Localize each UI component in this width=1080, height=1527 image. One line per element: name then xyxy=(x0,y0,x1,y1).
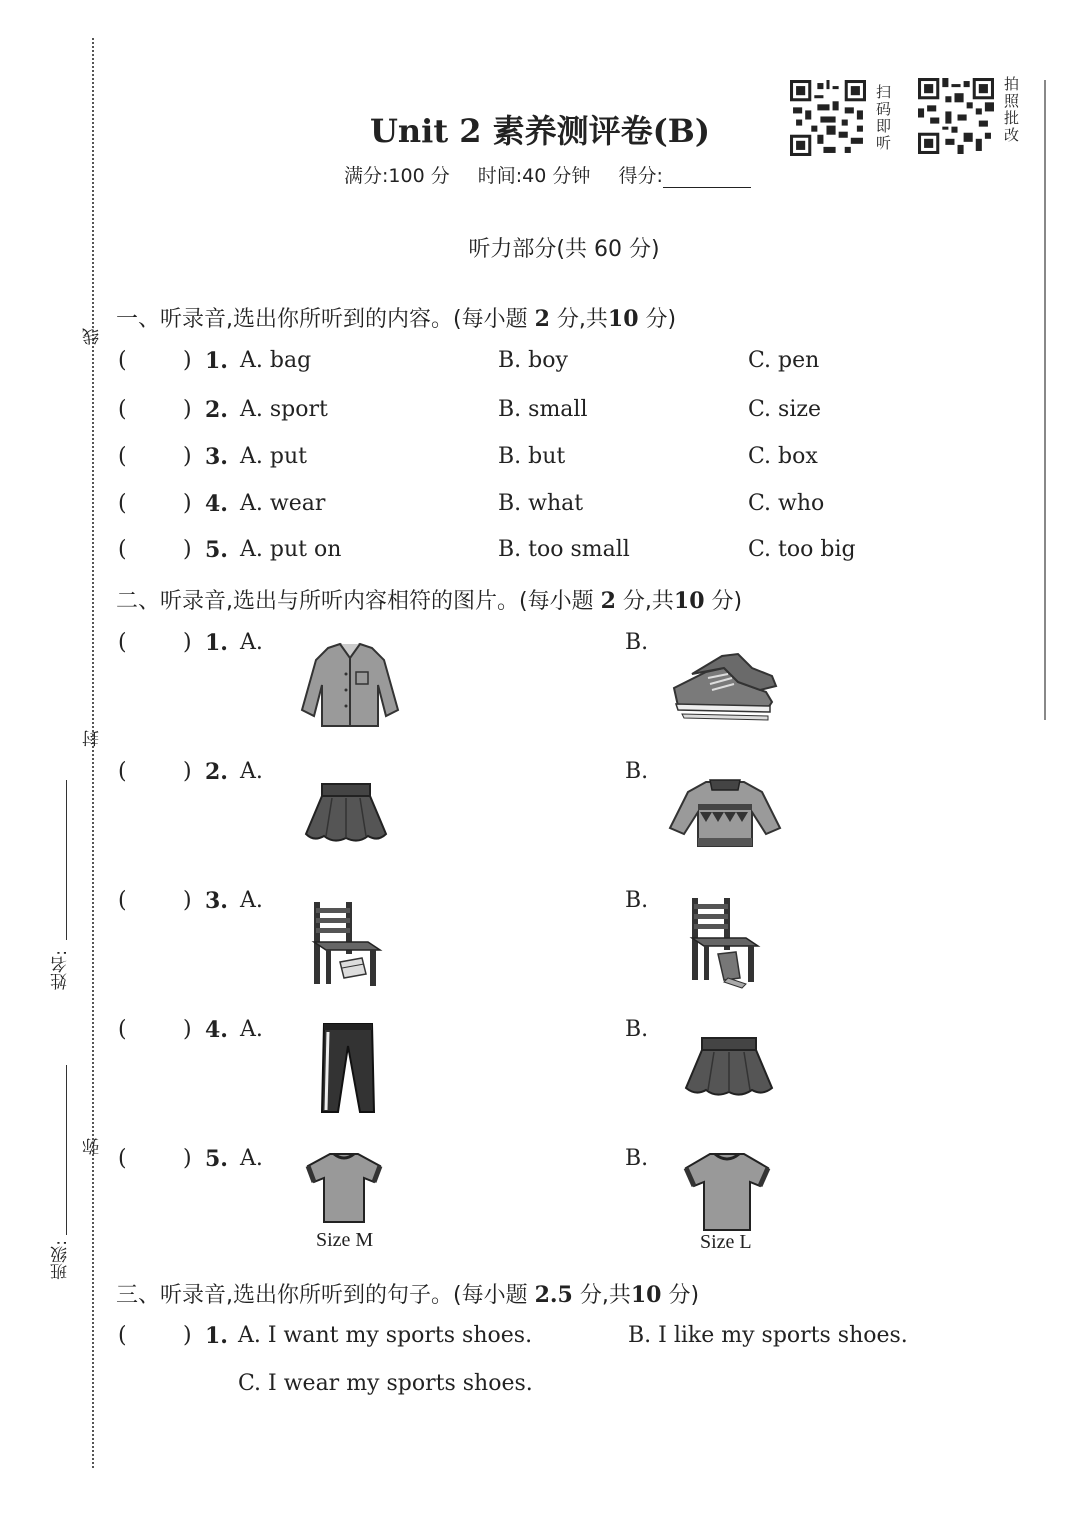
chair-with-box-picture-icon[interactable] xyxy=(306,898,386,988)
answer-paren-open[interactable]: ( xyxy=(118,348,127,373)
time-limit: 时间:40 分钟 xyxy=(477,165,591,187)
option-b: B. too small xyxy=(498,537,630,562)
chair-with-bag-picture-icon[interactable] xyxy=(684,894,764,990)
listening-part-heading: 听力部分(共 60 分) xyxy=(468,237,660,262)
answer-paren-open[interactable]: ( xyxy=(118,1323,127,1348)
score-blank[interactable] xyxy=(663,167,751,188)
option-b: B. what xyxy=(498,491,584,516)
answer-paren-open[interactable]: ( xyxy=(118,888,127,913)
option-c: C. box xyxy=(748,444,818,469)
shirt-picture-icon[interactable] xyxy=(298,640,402,730)
option-a: A. xyxy=(240,1146,263,1171)
option-b: B. I like my sports shoes. xyxy=(628,1323,908,1348)
section3-heading: 三、听录音,选出你所听到的句子。(每小题 2.5 分,共10 分) xyxy=(116,1282,700,1308)
answer-paren-close: ) xyxy=(183,537,192,562)
answer-paren-open[interactable]: ( xyxy=(118,491,127,516)
score-label: 得分: xyxy=(618,165,663,187)
exam-meta xyxy=(344,161,773,188)
scan-listen-label: 扫 码 即 听 xyxy=(876,83,892,152)
photo-grade-label: 拍 照 批 改 xyxy=(1004,75,1020,144)
option-a: A. xyxy=(240,630,263,655)
answer-paren-close: ) xyxy=(183,1146,192,1171)
answer-paren-open[interactable]: ( xyxy=(118,759,127,784)
answer-paren-close: ) xyxy=(183,348,192,373)
answer-paren-open[interactable]: ( xyxy=(118,444,127,469)
option-c: C. too big xyxy=(748,537,856,562)
tshirt-size-m-picture-icon[interactable] xyxy=(304,1150,384,1224)
answer-paren-close: ) xyxy=(183,397,192,422)
size-m-caption: Size M xyxy=(316,1229,374,1251)
margin-line-char: 线 xyxy=(83,328,103,345)
skirt-picture-icon[interactable] xyxy=(302,780,390,846)
sneakers-picture-icon[interactable] xyxy=(668,648,780,722)
question-number: 2. xyxy=(205,759,228,785)
answer-paren-close: ) xyxy=(183,630,192,655)
section2-heading: 二、听录音,选出与所听内容相符的图片。(每小题 2 分,共10 分) xyxy=(116,588,743,614)
tshirt-size-l-picture-icon[interactable] xyxy=(682,1150,772,1232)
class-blank[interactable] xyxy=(66,1065,67,1235)
question-number: 4. xyxy=(205,491,228,517)
option-a: A. put xyxy=(240,444,307,469)
option-a: A. I want my sports shoes. xyxy=(238,1323,533,1348)
trousers-picture-icon[interactable] xyxy=(318,1020,378,1116)
answer-paren-open[interactable]: ( xyxy=(118,1017,127,1042)
page-edge-rule xyxy=(1044,80,1046,720)
answer-paren-close: ) xyxy=(183,888,192,913)
class-label: 班级: xyxy=(51,1240,71,1280)
full-score: 满分:100 分 xyxy=(344,165,450,187)
option-c: C. size xyxy=(748,397,821,422)
option-a: A. sport xyxy=(240,397,328,422)
section1-heading: 一、听录音,选出你所听到的内容。(每小题 2 分,共10 分) xyxy=(116,306,677,332)
option-c: C. who xyxy=(748,491,825,516)
question-number: 5. xyxy=(205,1146,228,1172)
option-b: B. xyxy=(625,1146,649,1171)
question-number: 4. xyxy=(205,1017,228,1043)
option-a: A. put on xyxy=(240,537,342,562)
option-b: B. xyxy=(625,759,649,784)
name-blank[interactable] xyxy=(66,780,67,940)
option-b: B. xyxy=(625,630,649,655)
size-l-caption: Size L xyxy=(700,1231,752,1253)
option-a: A. wear xyxy=(240,491,326,516)
option-c: C. pen xyxy=(748,348,820,373)
margin-seal-char: 封 xyxy=(83,730,103,747)
question-number: 1. xyxy=(205,348,228,374)
question-number: 3. xyxy=(205,444,228,470)
question-number: 2. xyxy=(205,397,228,423)
answer-paren-open[interactable]: ( xyxy=(118,537,127,562)
page-title: Unit 2 素养测评卷(B) xyxy=(370,112,710,150)
answer-paren-close: ) xyxy=(183,759,192,784)
answer-paren-close: ) xyxy=(183,1017,192,1042)
answer-paren-close: ) xyxy=(183,444,192,469)
answer-paren-open[interactable]: ( xyxy=(118,630,127,655)
option-a: A. xyxy=(240,888,263,913)
option-b: B. but xyxy=(498,444,566,469)
s3-question-1-option-c: C. I wear my sports shoes. xyxy=(238,1371,533,1396)
sweater-picture-icon[interactable] xyxy=(666,776,784,850)
option-a: A. xyxy=(240,759,263,784)
option-b: B. small xyxy=(498,397,588,422)
margin-mi-char: 弥 xyxy=(83,1138,103,1155)
question-number: 3. xyxy=(205,888,228,914)
answer-paren-close: ) xyxy=(183,1323,192,1348)
question-number: 5. xyxy=(205,537,228,563)
answer-paren-open[interactable]: ( xyxy=(118,1146,127,1171)
option-b: B. boy xyxy=(498,348,568,373)
option-a: A. bag xyxy=(240,348,312,373)
answer-paren-open[interactable]: ( xyxy=(118,397,127,422)
name-label: 姓名: xyxy=(51,950,71,990)
question-number: 1. xyxy=(205,1323,228,1349)
answer-paren-close: ) xyxy=(183,491,192,516)
skirt-picture-icon[interactable] xyxy=(682,1036,776,1100)
option-b: B. xyxy=(625,1017,649,1042)
question-number: 1. xyxy=(205,630,228,656)
option-b: B. xyxy=(625,888,649,913)
option-a: A. xyxy=(240,1017,263,1042)
